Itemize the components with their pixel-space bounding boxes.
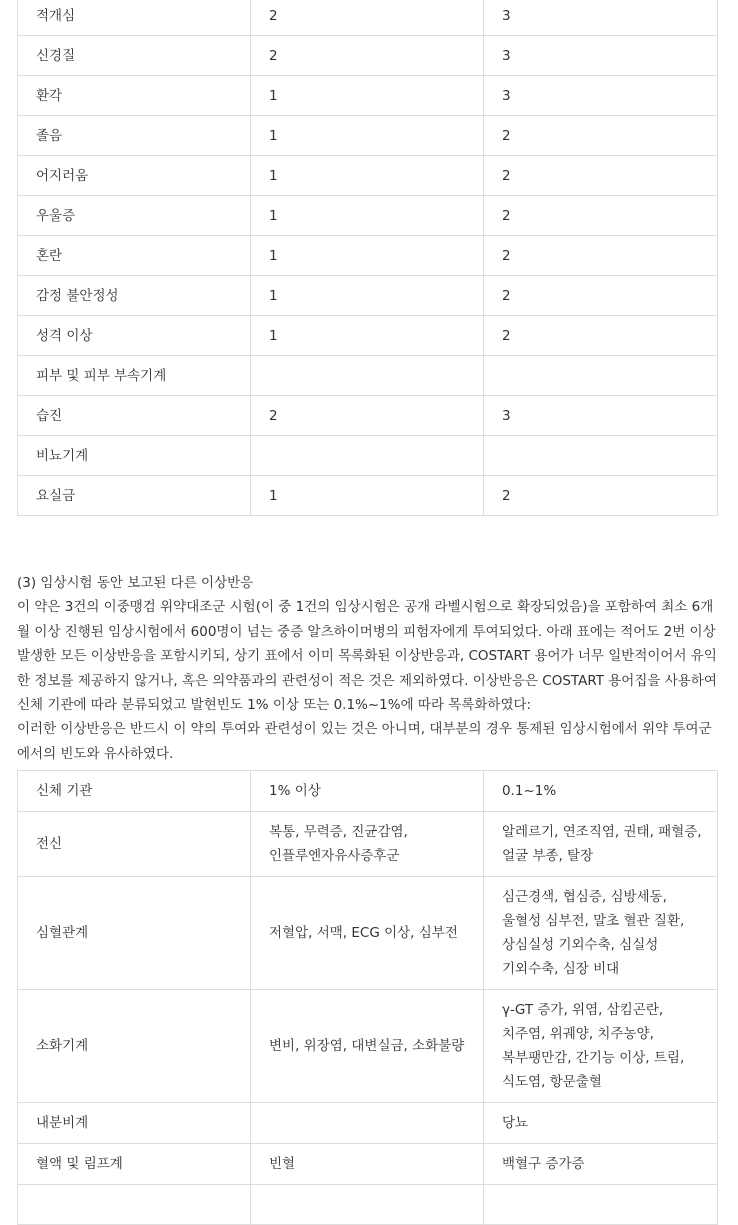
table-row-category [18,436,718,476]
table-row [18,236,718,276]
table-row [18,116,718,156]
table-cell: 3 [484,0,718,36]
table-cell: 알레르기, 연조직염, 권태, 패혈증, 얼굴 부종, 탈장 [484,812,718,877]
table-cell: 3 [484,36,718,76]
table-cell: 환각 [18,76,251,116]
table-cell: 2 [484,276,718,316]
table-row [18,316,718,356]
table-cell: 2 [484,476,718,516]
table-cell: 1 [251,196,484,236]
table-cell: 적개심 [18,0,251,36]
table-cell: 심근경색, 협심증, 심방세동, 울혈성 심부전, 말초 혈관 질환, 상심실성 기외수축, 심실성 기외수축, 심장 비대 [484,877,718,990]
table-cell [251,436,484,476]
section-paragraph: 이 약은 3건의 이중맹검 위약대조군 시험(이 중 1건의 임상시험은 공개 라벨시험으로 확장되었음)을 포함하여 최소 6개월 이상 진행된 임상시험에서 600명이 넘는 중증 알츠하이머병의 피험자에게 투여되었다. 아래 표에는 적어도 2번 이상 발생한 모든 이상반응을 포함시키되, 상기 표에서 이미 목록화된 이상반응과, COSTART 용어가 너무 일반적이어서 유익한 정보를 제공하지 않거나, 혹은 의약품과의 관련성이 적은 것은 제외하였다. 이상반응은 COSTART 용어집을 사용하여 신체 기관에 따라 분류되었고 발현빈도 1% 이상 또는 0.1%~1%에 따라 목록화하였다: [17,599,717,714]
table-cell [484,1185,718,1225]
table-cell: 1 [251,116,484,156]
table-cell: 2 [251,0,484,36]
table-cell: 내분비계 [18,1103,251,1144]
table-cell: 혈액 및 림프계 [18,1144,251,1185]
table-row [18,196,718,236]
other-adverse-reactions-section [17,571,719,766]
table-row [18,276,718,316]
table-cell: 소화기계 [18,990,251,1103]
table-cell: 2 [484,316,718,356]
table-row [18,76,718,116]
table-cell: 변비, 위장염, 대변실금, 소화불량 [251,990,484,1103]
table-cell: 혼란 [18,236,251,276]
table-cell [18,1185,251,1225]
table-cell: 당뇨 [484,1103,718,1144]
table-cell: γ-GT 증가, 위염, 삼킴곤란, 치주염, 위궤양, 치주농양, 복부팽만감, 간기능 이상, 트림, 식도염, 항문출혈 [484,990,718,1103]
table-cell: 1 [251,316,484,356]
table-header-cell: 1% 이상 [251,771,484,812]
table-cell: 2 [251,36,484,76]
table-cell: 비뇨기계 [18,436,251,476]
table-header-row [18,771,718,812]
table-cell: 어지러움 [18,156,251,196]
table-cell: 빈혈 [251,1144,484,1185]
table-row [18,36,718,76]
section-paragraph: 이러한 이상반응은 반드시 이 약의 투여와 관련성이 있는 것은 아니며, 대부분의 경우 통제된 임상시험에서 위약 투여군에서의 빈도와 유사하였다. [17,721,712,762]
table-cell: 심혈관계 [18,877,251,990]
table-cell: 1 [251,476,484,516]
table-cell: 백혈구 증가증 [484,1144,718,1185]
table-cell: 전신 [18,812,251,877]
table-cell: 2 [484,236,718,276]
table-row [18,476,718,516]
table-cell: 3 [484,76,718,116]
section-heading: (3) 임상시험 동안 보고된 다른 이상반응 [17,575,254,591]
table-cell: 피부 및 피부 부속기계 [18,356,251,396]
table-cell [484,436,718,476]
table-header-cell: 0.1~1% [484,771,718,812]
table-cell: 2 [484,196,718,236]
table-row [18,156,718,196]
table-row [18,1103,718,1144]
table-cell: 성격 이상 [18,316,251,356]
table-header-cell: 신체 기관 [18,771,251,812]
table-row [18,1185,718,1225]
table-cell [484,356,718,396]
table-cell: 2 [484,116,718,156]
table-cell [251,1103,484,1144]
table-cell: 3 [484,396,718,436]
table-row-category [18,356,718,396]
table-row [18,396,718,436]
table-cell: 1 [251,276,484,316]
table-cell: 신경질 [18,36,251,76]
table-cell [251,1185,484,1225]
table-cell: 졸음 [18,116,251,156]
table-cell: 감정 불안정성 [18,276,251,316]
table-cell: 우울증 [18,196,251,236]
table-cell: 저혈압, 서맥, ECG 이상, 심부전 [251,877,484,990]
table-cell [251,356,484,396]
table-cell: 1 [251,156,484,196]
table-cell: 습진 [18,396,251,436]
table-row [18,0,718,36]
table-row [18,990,718,1103]
table-cell: 요실금 [18,476,251,516]
table-cell: 2 [251,396,484,436]
table-cell: 2 [484,156,718,196]
table-cell: 1 [251,76,484,116]
adverse-events-table-bottom [17,770,718,1225]
table-row [18,812,718,877]
table-cell: 복통, 무력증, 진균감염, 인플루엔자유사증후군 [251,812,484,877]
table-cell: 1 [251,236,484,276]
adverse-events-table-top [17,0,718,516]
table-row [18,877,718,990]
table-row [18,1144,718,1185]
